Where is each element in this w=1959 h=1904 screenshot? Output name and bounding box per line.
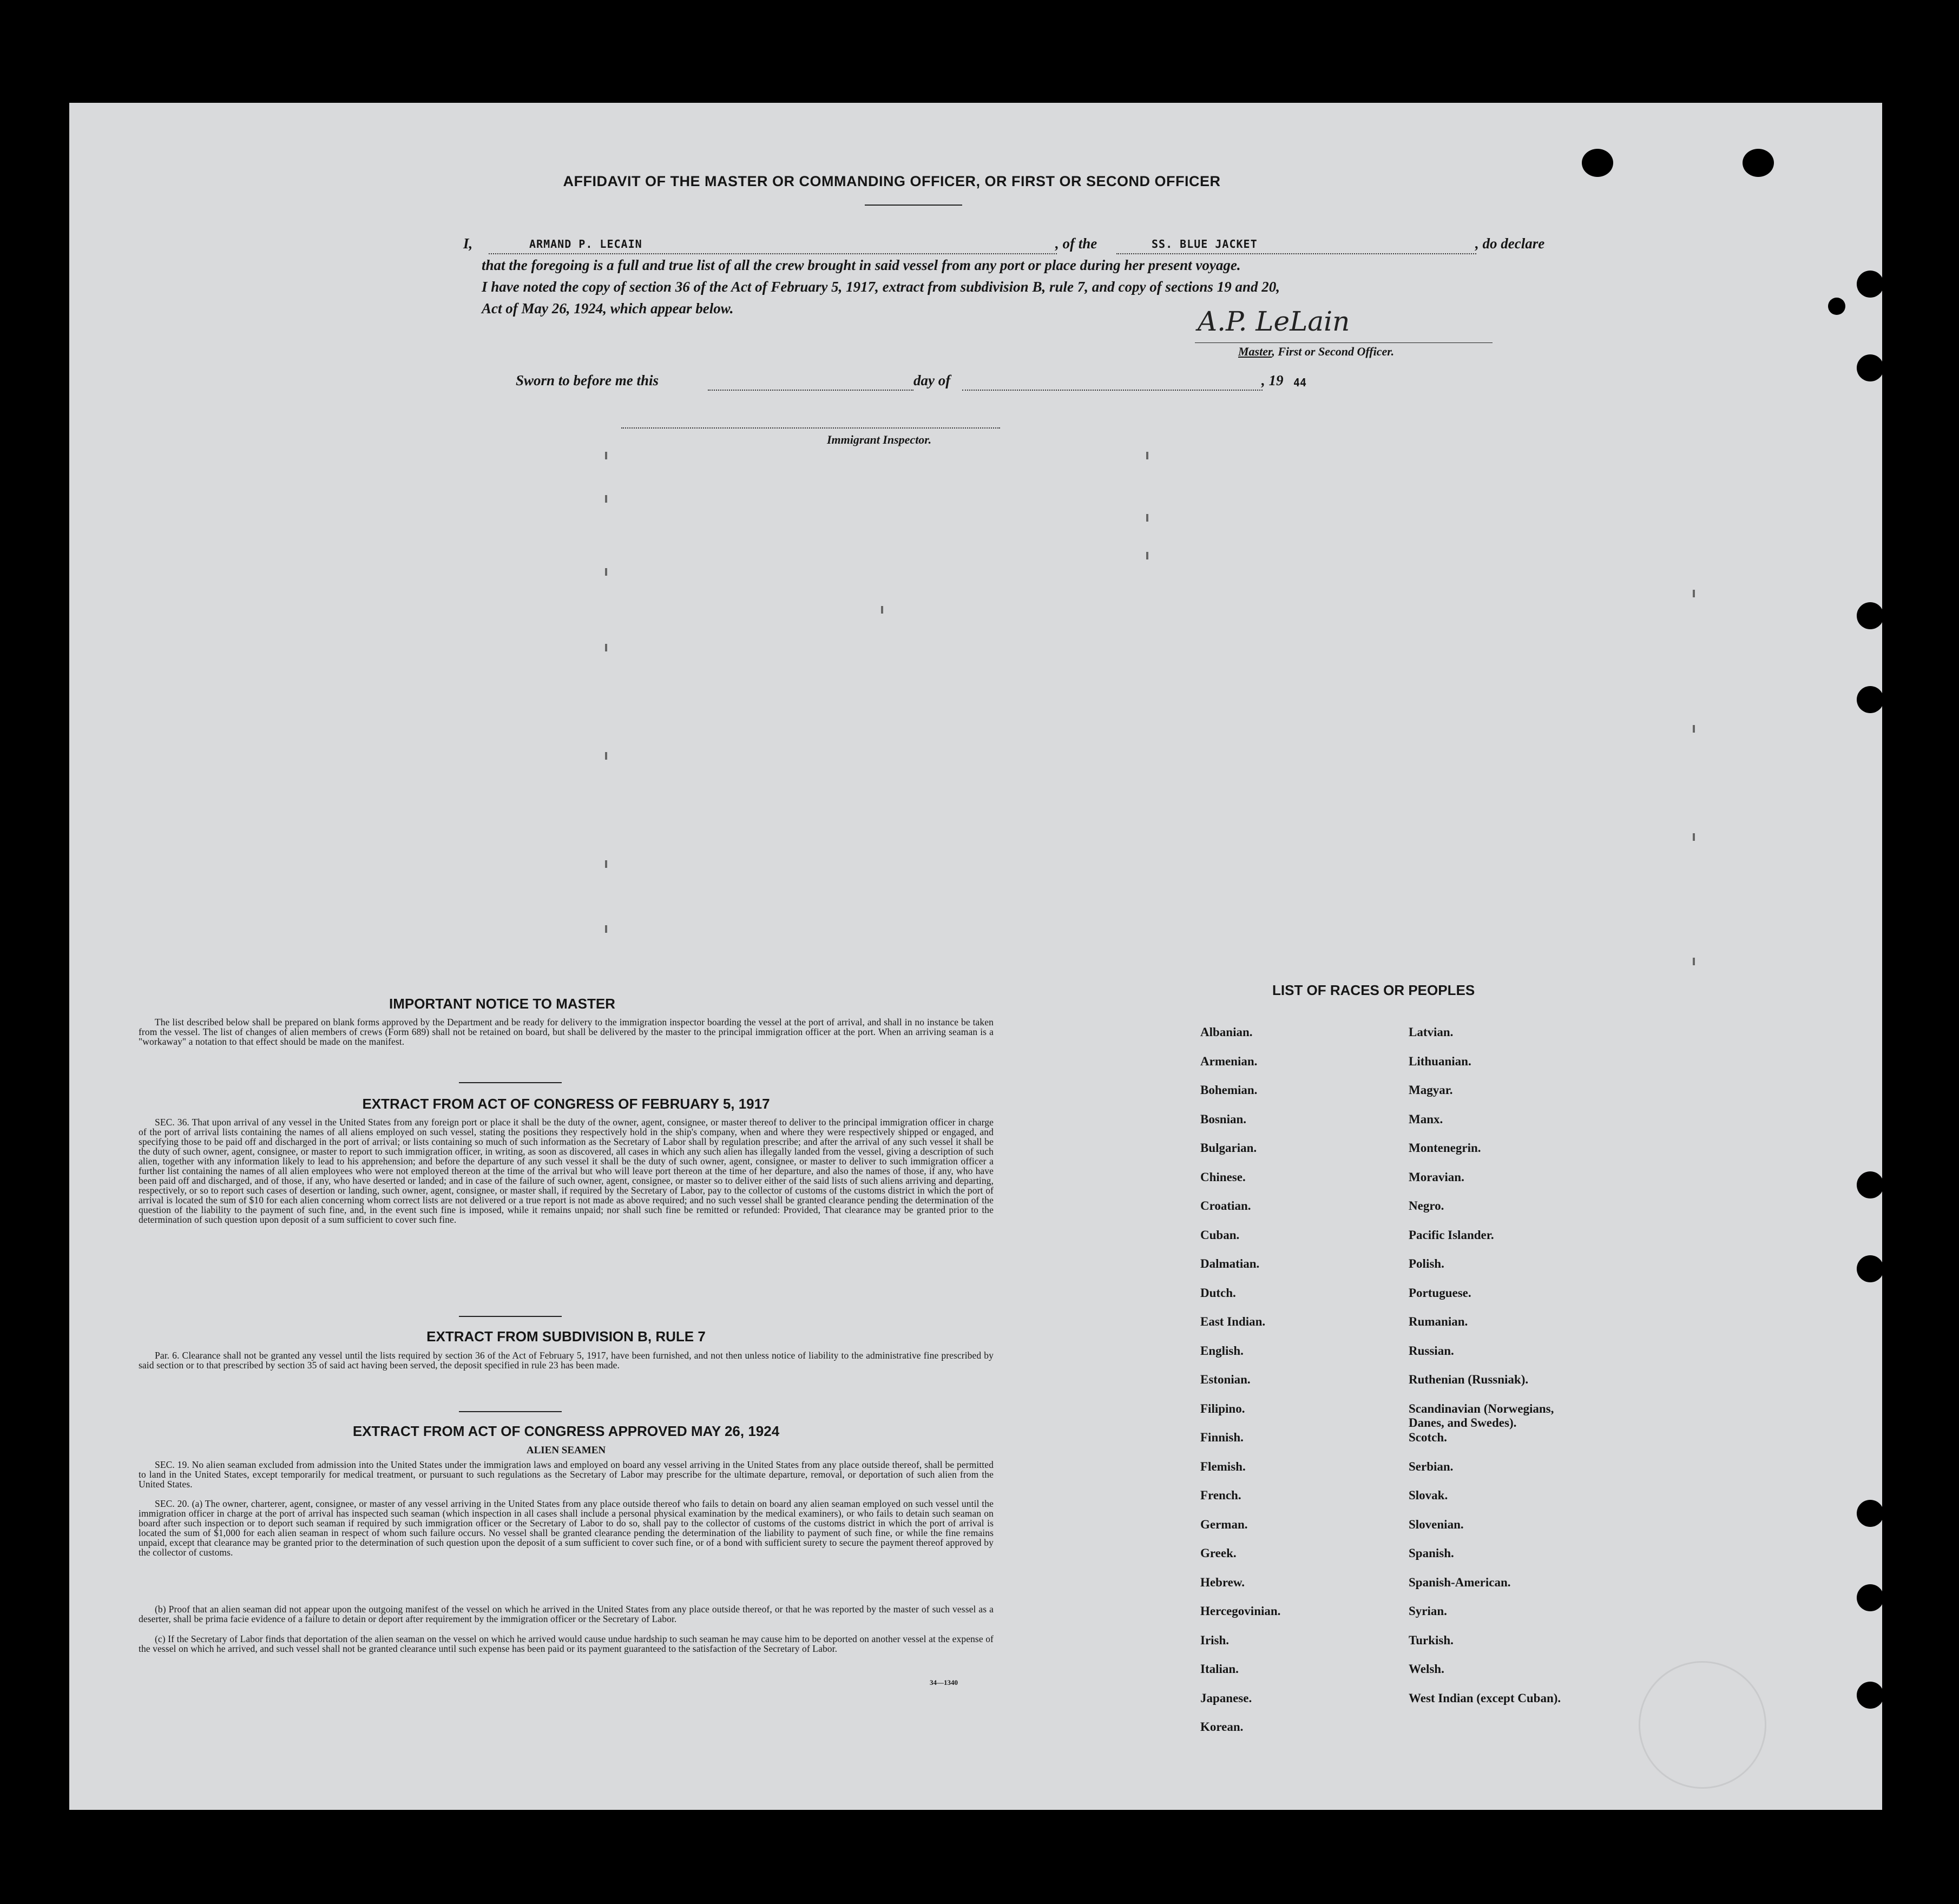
punch-hole bbox=[1857, 354, 1884, 381]
rule-7-title: EXTRACT FROM SUBDIVISION B, RULE 7 bbox=[426, 1328, 706, 1345]
column-tick bbox=[881, 606, 883, 614]
affidavit-line-3: I have noted the copy of section 36 of the Act of February 5, 1917, extract from subdivision B, rule 7, and copy of sections 19 and 20, bbox=[482, 279, 1280, 295]
punch-hole bbox=[1857, 1171, 1884, 1198]
race-item: Scandinavian (Norwegians, bbox=[1409, 1401, 1554, 1415]
race-item: Rumanian. bbox=[1409, 1315, 1468, 1328]
sworn-day-line bbox=[708, 390, 913, 391]
punch-hole bbox=[1857, 686, 1884, 713]
year-prefix: , 19 bbox=[1261, 372, 1284, 388]
notice-title: IMPORTANT NOTICE TO MASTER bbox=[389, 996, 615, 1012]
column-tick bbox=[1693, 833, 1695, 841]
vessel-name-line bbox=[1116, 253, 1476, 254]
race-item: Latvian. bbox=[1409, 1025, 1454, 1039]
race-item: Slovenian. bbox=[1409, 1517, 1464, 1531]
race-item: Hebrew. bbox=[1200, 1575, 1245, 1589]
form-number: 34—1340 bbox=[930, 1678, 958, 1686]
race-item: West Indian (except Cuban). bbox=[1409, 1691, 1561, 1705]
vessel-name: SS. BLUE JACKET bbox=[1152, 238, 1258, 251]
race-item: German. bbox=[1200, 1517, 1248, 1531]
rule-7-body: Par. 6. Clearance shall not be granted any vessel until the lists required by section 36 of the Act of February 5, 1917, have been furnished, and not then unless notice of liability to the administrative fine prescribed by said section or to that prescribed by section 35 of said act having been served, the deposit specified in rule 23 has been made. bbox=[139, 1350, 994, 1371]
punch-hole bbox=[1857, 602, 1884, 629]
column-tick bbox=[1146, 514, 1148, 522]
race-item: East Indian. bbox=[1200, 1315, 1266, 1328]
signature: A.P. LeLain bbox=[1198, 306, 1350, 337]
day-of-label: day of bbox=[913, 372, 951, 388]
race-item: Serbian. bbox=[1409, 1459, 1454, 1473]
extract-1924-title: EXTRACT FROM ACT OF CONGRESS APPROVED MAY 26, 1924 bbox=[352, 1423, 780, 1439]
race-item: Portuguese. bbox=[1409, 1286, 1471, 1300]
signer-caption bbox=[1238, 345, 1394, 359]
punch-hole bbox=[1857, 1682, 1884, 1709]
race-item: Scotch. bbox=[1409, 1431, 1447, 1444]
inspector-label: Immigrant Inspector. bbox=[827, 433, 932, 446]
race-item: Moravian. bbox=[1409, 1170, 1464, 1184]
race-item: Polish. bbox=[1409, 1257, 1444, 1270]
race-item: Syrian. bbox=[1409, 1604, 1447, 1618]
column-tick bbox=[605, 752, 607, 760]
punch-hole bbox=[1828, 298, 1845, 315]
sec-20a-body: SEC. 20. (a) The owner, charterer, agent, consignee, or master of any vessel arriving in the United States from any place outside thereof who fails to detain on board any alien seaman employed on such vessel until the immigration officer in charge at the port of arrival has inspected such seaman (which inspection in all cases shall include a personal physical examination by the medical examiners), or who fails to detain such seaman on board after such inspection or to deport such seaman if required by such immigration officer or the Secretary of Labor to do so, shall pay to the collector of customs of the customs district in which the port of arrival is located the sum of $1,000 for each alien seaman in respect of whom such failure occurs. No vessel shall be granted clearance pending the determination of the liability to payment of such fine, or while the fine remains unpaid, except that clearance may be granted prior to the determination of such question upon the deposit of a sum sufficient to cover such fine, or of a bond with sufficient surety to secure the payment thereof approved by the collector of customs. bbox=[139, 1498, 994, 1558]
race-item: Cuban. bbox=[1200, 1228, 1240, 1242]
race-item: Greek. bbox=[1200, 1546, 1237, 1560]
column-tick bbox=[1146, 552, 1148, 559]
divider bbox=[459, 1082, 562, 1083]
race-item: Hercegovinian. bbox=[1200, 1604, 1281, 1618]
race-item: Bosnian. bbox=[1200, 1112, 1247, 1126]
column-tick bbox=[605, 644, 607, 651]
column-tick bbox=[605, 925, 607, 933]
race-item: English. bbox=[1200, 1343, 1244, 1358]
column-tick bbox=[1693, 590, 1695, 597]
extract-1917-body: SEC. 36. That upon arrival of any vessel in the United States from any foreign port or place it shall be the duty of the owner, agent, consignee, or master thereof to deliver to the principal immigration officer in charge of the port of arrival lists containing the names of all aliens employed on such vessel, stating the positions they respectively hold in the ship's company, when and where they were respectively shipped or engaged, and specifying those to be paid off and discharged in the port of arrival; or lists containing so much of such information as the Secretary of Labor shall by regulation prescribe; and after the arrival of any such vessel it shall be the duty of such owner, agent, consignee, or master to report to such immigration officer, in writing, as soon as discovered, all cases in which any such alien has illegally landed from the vessel, giving a description of such alien, together with any information likely to lead to his apprehension; and before the departure of any such vessel it shall be the duty of such owner, agent, consignee, or master to deliver to such immigration officer a further list containing the names of all alien employees who were not employed thereon at the time of the arrival but who will leave port thereon at the time of her departure, and also the names of those, if any, who have been paid off and discharged, and of those, if any, who have deserted or landed; and in case of the failure of such owner, agent, consignee, or master so to deliver either of the said lists of such aliens arriving and departing, respectively, or so to report such cases of desertion or landing, such owner, agent, consignee, or master shall, if required by the Secretary of Labor, pay to the collector of customs of the customs district in which the port of arrival is located the sum of $10 for each alien concerning whom correct lists are not delivered or a true report is not made as above required; and no such vessel shall be granted clearance pending the determination of the question of the liability to the payment of such fine, and, in the event such fine is imposed, while it remains unpaid; nor shall such fine be remitted or refunded: Provided, That clearance may be granted prior to the determination of such question upon deposit of a sum sufficient to cover such fine. bbox=[139, 1117, 994, 1225]
column-tick bbox=[1693, 725, 1695, 733]
inspector-line bbox=[621, 427, 1000, 429]
do-declare-label: , do declare bbox=[1475, 235, 1545, 252]
race-item: Italian. bbox=[1200, 1662, 1239, 1676]
signer-caption-master: Master bbox=[1238, 345, 1272, 358]
column-tick bbox=[1693, 958, 1695, 965]
race-item: Pacific Islander. bbox=[1409, 1228, 1494, 1242]
race-item: Flemish. bbox=[1200, 1459, 1246, 1473]
race-item: Albanian. bbox=[1200, 1025, 1253, 1039]
punch-hole bbox=[1582, 149, 1613, 177]
race-item: Negro. bbox=[1409, 1199, 1444, 1213]
race-item: Dutch. bbox=[1200, 1286, 1236, 1300]
year-suffix: 44 bbox=[1293, 376, 1307, 389]
race-item: Dalmatian. bbox=[1200, 1257, 1260, 1270]
punch-hole bbox=[1743, 149, 1774, 177]
races-title: LIST OF RACES OR PEOPLES bbox=[1272, 982, 1475, 998]
race-item: Chinese. bbox=[1200, 1170, 1246, 1184]
race-item: Croatian. bbox=[1200, 1199, 1251, 1213]
race-item: Russian. bbox=[1409, 1343, 1454, 1358]
of-the-label: , of the bbox=[1055, 235, 1097, 252]
sworn-month-line bbox=[962, 390, 1263, 391]
race-item: Armenian. bbox=[1200, 1054, 1258, 1068]
column-tick bbox=[605, 495, 607, 503]
race-item: Irish. bbox=[1200, 1633, 1230, 1647]
divider bbox=[459, 1411, 562, 1412]
notice-body: The list described below shall be prepared on blank forms approved by the Department and be ready for delivery to the immigration inspector boarding the vessel at the port of arrival, and shall in no instance be taken from the vessel. The list of changes of alien members of crews (Form 689) shall not be retained on board, but shall be delivered by the master to the principal immigration officer at the port. When an arriving seaman is a "workaway" a notation to that effect should be made on the manifest. bbox=[139, 1017, 994, 1047]
race-item: Lithuanian. bbox=[1409, 1054, 1471, 1068]
race-item: Bulgarian. bbox=[1200, 1141, 1257, 1155]
punch-hole bbox=[1857, 1255, 1884, 1282]
document-page bbox=[69, 103, 1882, 1810]
affidavit-line-4: Act of May 26, 1924, which appear below. bbox=[482, 300, 734, 317]
race-item: Japanese. bbox=[1200, 1691, 1252, 1705]
race-item: Montenegrin. bbox=[1409, 1141, 1481, 1155]
sec-20c-body: (c) If the Secretary of Labor finds that deportation of the alien seaman on the vessel on which he arrived would cause undue hardship to such seaman he may cause him to be deported on another vessel at the expense of the vessel on which he arrived, and such vessel shall not be granted clearance until such expense has been paid or its payment guaranteed to the satisfaction of the Secretary of Labor. bbox=[139, 1633, 994, 1654]
race-item: Spanish-American. bbox=[1409, 1575, 1511, 1589]
punch-hole bbox=[1857, 1500, 1884, 1527]
signer-caption-rest: , First or Second Officer. bbox=[1272, 345, 1395, 358]
race-item: Korean. bbox=[1200, 1720, 1244, 1734]
race-item: Filipino. bbox=[1200, 1401, 1245, 1415]
column-tick bbox=[605, 860, 607, 868]
sec-19-body: SEC. 19. No alien seaman excluded from admission into the United States under the immigration laws and employed on board any vessel arriving in the United States from any place outside thereof, shall be permitted to land in the United States, except temporarily for medical treatment, or pursuant to such regulations as the Secretary of Labor may prescribe for the ultimate departure, removal, or deportation of such alien from the United States. bbox=[139, 1459, 994, 1490]
race-item: Magyar. bbox=[1409, 1083, 1453, 1097]
race-item: Manx. bbox=[1409, 1112, 1443, 1126]
i-label: I, bbox=[463, 235, 473, 252]
divider bbox=[459, 1316, 562, 1317]
affidavit-title: AFFIDAVIT OF THE MASTER OR COMMANDING OFFICER, OR FIRST OR SECOND OFFICER bbox=[563, 173, 1221, 189]
race-item: Welsh. bbox=[1409, 1662, 1444, 1676]
extract-1924-subtitle: ALIEN SEAMEN bbox=[526, 1445, 606, 1456]
race-item: Bohemian. bbox=[1200, 1083, 1258, 1097]
race-item: Finnish. bbox=[1200, 1431, 1244, 1444]
sworn-label: Sworn to before me this bbox=[516, 372, 659, 388]
race-item: Danes, and Swedes). bbox=[1409, 1415, 1517, 1429]
title-underline bbox=[865, 205, 962, 206]
column-tick bbox=[605, 568, 607, 576]
race-item: French. bbox=[1200, 1488, 1241, 1502]
race-item: Spanish. bbox=[1409, 1546, 1454, 1560]
signature-line bbox=[1195, 342, 1493, 343]
master-name-line bbox=[489, 253, 1057, 254]
affidavit-line-2: that the foregoing is a full and true list of all the crew brought in said vessel from any port or place during her present voyage. bbox=[482, 257, 1241, 273]
column-tick bbox=[1146, 452, 1148, 459]
column-tick bbox=[605, 452, 607, 459]
faint-seal bbox=[1639, 1661, 1766, 1789]
punch-hole bbox=[1857, 1584, 1884, 1611]
sec-20b-body: (b) Proof that an alien seaman did not appear upon the outgoing manifest of the vessel on which he arrived in the United States from any place outside thereof, or that he was reported by the master of such vessel as a deserter, shall be prima facie evidence of a failure to detain or deport after requirement by the immigration officer or the Secretary of Labor. bbox=[139, 1604, 994, 1624]
master-name: ARMAND P. LECAIN bbox=[529, 238, 642, 251]
race-item: Turkish. bbox=[1409, 1633, 1454, 1647]
extract-1917-title: EXTRACT FROM ACT OF CONGRESS OF FEBRUARY 5, 1917 bbox=[362, 1096, 770, 1112]
punch-hole bbox=[1857, 271, 1884, 298]
race-item: Ruthenian (Russniak). bbox=[1409, 1373, 1529, 1386]
race-item: Estonian. bbox=[1200, 1373, 1251, 1386]
race-item: Slovak. bbox=[1409, 1488, 1448, 1502]
